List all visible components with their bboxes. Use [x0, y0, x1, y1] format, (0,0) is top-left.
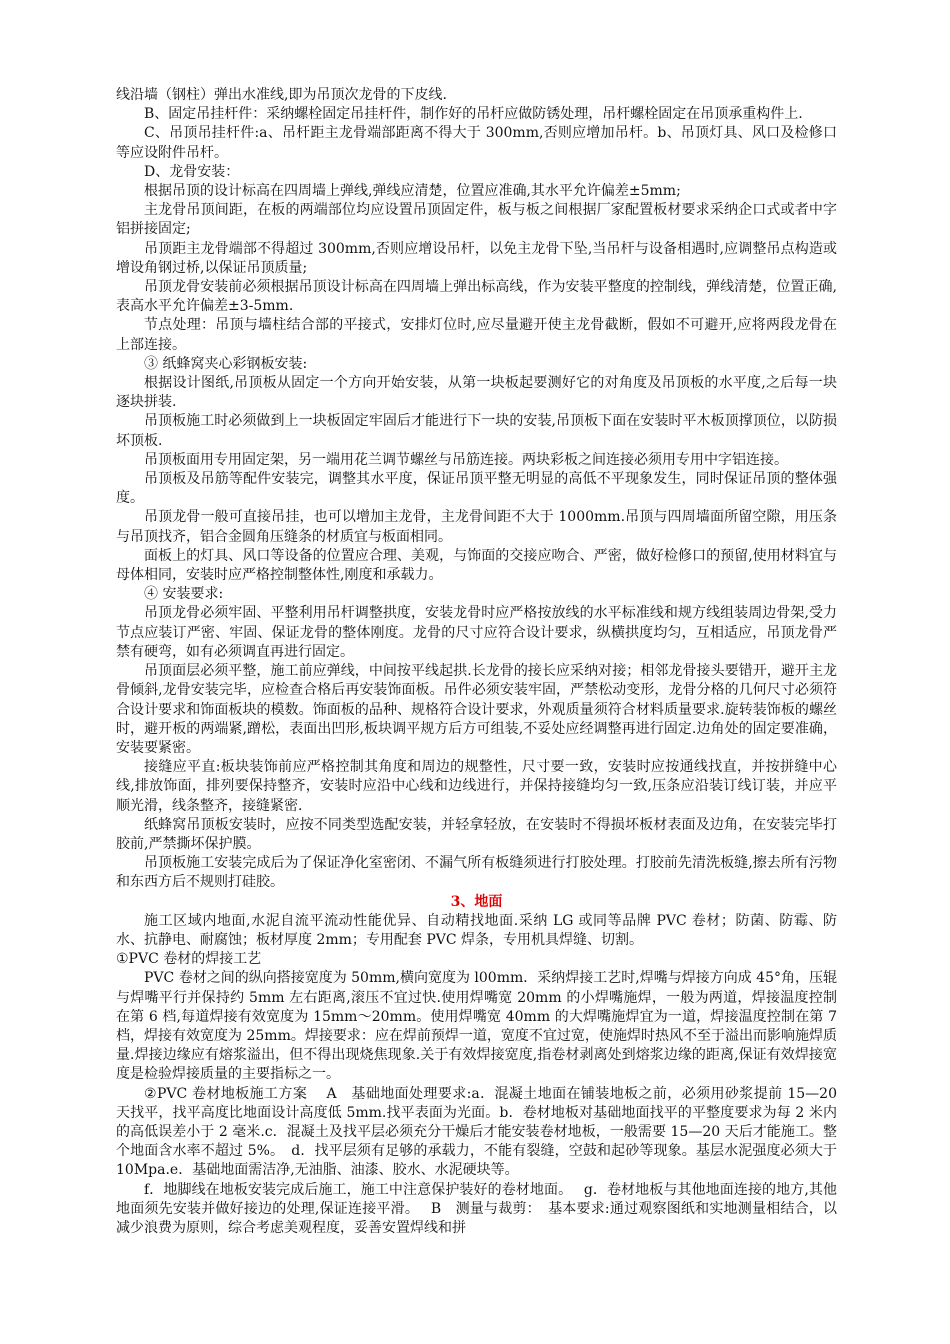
- paragraph-honeycomb-panel-title: ③ 纸蜂窝夹心彩钢板安装:: [144, 355, 308, 372]
- paragraph-sealing: 吊顶板施工安装完成后为了保证净化室密闭、不漏气所有板缝须进行打胶处理。打胶前先清洗板缝,擦去所有污物和东西方后不规则打硅胶。: [116, 855, 837, 891]
- paragraph-surface-flatness: 吊顶面层必须平整，施工前应弹线，中间按平线起拱.长龙骨的接长应采纳对接；相邻龙骨接头要错开，避开主龙骨倾斜,龙骨安装完毕，应检查合格后再安装饰面板。吊件必须安装牢固，严禁松动变形，龙骨分格的几何尺寸必须符合设计要求和饰面板块的模数。饰面板的品种、规格符合设计要求，外观质量须符合材料质量要求.旋转装饰板的螺丝时，避开板的两端紧,蹭松，表面出凹形,板块调平规方后方可组装,不妥处应经调整再进行固定.边角处的固定要准确，安装要紧密。: [116, 663, 837, 756]
- paragraph-hanger-rods: C、吊顶吊挂杆件:a、吊杆距主龙骨端部距离不得大于 300mm,否则应增加吊杆。b、吊顶灯具、风口及检修口等应设附件吊杆。: [116, 125, 837, 161]
- paragraph-floor-intro: 施工区域内地面,水泥自流平流动性能优异、自动精找地面.采纳 LG 或同等品牌 PVC 卷材；防菌、防霉、防水、抗静电、耐腐蚀；板材厚度 2mm；专用配套 PVC 焊条，专用机具焊缝、切割。: [116, 912, 837, 948]
- paragraph-honeycomb-install: 纸蜂窝吊顶板安装时，应按不同类型选配安装，并轻拿轻放，在安装时不得损坏板材表面及边角，在安装完毕打胶前,严禁撕坏保护膜。: [116, 816, 837, 852]
- paragraph-install-requirements-title: ④ 安装要求:: [144, 586, 224, 603]
- paragraph-panel-sequence: 吊顶板施工时必须做到上一块板固定牢固后才能进行下一块的安装,吊顶板下面在安装时平木板顶撑顶位，以防损坏顶板.: [116, 413, 837, 449]
- paragraph-floor-plan: ②PVC 卷材地板施工方案 A 基础地面处理要求:a．混凝土地面在铺装地板之前，必须用砂浆提前 15—20 天找平，找平高度比地面设计高度低 5mm.找平表面为光面。b．卷材地板对基础地面找平的平整度要求为每 2 米内的高低误差小于 2 毫米.c．混凝土及找平层必须充分干燥后才能安装卷材地板，一般需要 15—20 天后才能施工。整个地面含水率不超过 5%。 d．找平层须有足够的承载力，不能有裂缝，空鼓和起砂等现象。基层水泥强度必须大于 10Mpa.e．基础地面需洁净,无油脂、油漆、胶水、水泥硬块等。: [116, 1085, 837, 1179]
- paragraph-keel-before-install: 吊顶龙骨安装前必须根据吊顶设计标高在四周墙上弹出标高线，作为安装平整度的控制线，弹线清楚，位置正确,表高水平允许偏差±3-5mm.: [116, 279, 837, 315]
- paragraph-welding-process: PVC 卷材之间的纵向搭接宽度为 50mm,横向宽度为 l00mm．采纳焊接工艺时,焊嘴与焊接方向成 45°角，压辊与焊嘴平行并保持约 5mm 左右距离,滚压不宜过快.使用焊嘴宽 20mm 的小焊嘴施焊，一般为两道，焊接温度控制在第 6 档,每道焊接有效宽度为 15mm～20mm。使用焊嘴宽 40mm 的大焊嘴施焊宜为一道，焊接温度控制在第 7 档，焊接有效宽度为 25mm。焊接要求：应在焊前预焊一道，宽度不宜过宽，使施焊时热风不至于溢出而影响施焊质量.焊接边缘应有熔浆溢出，但不得出现烧焦现象.关于有效焊接宽度,指卷材剥离处到熔浆边缘的距离,保证有效焊接宽度是检验焊接质量的主要指标之一。: [116, 970, 837, 1083]
- paragraph-welding-title: ①PVC 卷材的焊接工艺: [116, 951, 262, 968]
- paragraph-keel-end-distance: 吊顶距主龙骨端部不得超过 300mm,否则应增设吊杆，以免主龙骨下坠,当吊杆与设备相遇时,应调整吊点构造或增设角钢过桥,以保证吊顶质量;: [116, 240, 837, 276]
- paragraph-fix-hanger: B、固定吊挂杆件：采纳螺栓固定吊挂杆件，制作好的吊杆应做防锈处理，吊杆螺栓固定在吊顶承重构件上.: [144, 106, 803, 123]
- paragraph-skirting-measure: f．地脚线在地板安装完成后施工，施工中注意保护装好的卷材地面。 g．卷材地板与其他地面连接的地方,其他地面须先安装并做好接边的处理,保证连接平滑。 B 测量与裁剪： 基本要求:通过观察图纸和实地测量相结合，以减少浪费为原则，综合考虑美观程度，妥善安置焊线和拼: [116, 1181, 837, 1236]
- paragraph-panel-start: 根据设计图纸,吊顶板从固定一个方向开始安装，从第一块板起要测好它的对角度及吊顶板的水平度,之后每一块逐块拼装.: [116, 375, 837, 411]
- paragraph-keel-install-title: D、龙骨安装：: [144, 163, 240, 180]
- paragraph-keel-firmness: 吊顶龙骨必须牢固、平整利用吊杆调整拱度，安装龙骨时应严格按放线的水平标准线和规方线组装周边骨架,受力节点应装订严密、牢固、保证龙骨的整体刚度。龙骨的尺寸应符合设计要求，纵横拱度均匀，互相适应，吊顶龙骨严禁有硬弯，如有必须调直再进行固定。: [116, 605, 837, 660]
- paragraph-wall-line: 线沿墙（钢柱）弹出水准线,即为吊顶次龙骨的下皮线.: [116, 87, 447, 103]
- paragraph-elevation-line: 根据吊顶的设计标高在四周墙上弹线,弹线应清楚，位置应准确,其水平允许偏差±5mm;: [144, 183, 681, 200]
- section-heading-floor: 3、地面: [450, 893, 503, 910]
- paragraph-joints-straight: 接缝应平直:板块装饰前应严格控制其角度和周边的规整性，尺寸要一致，安装时应按通线找直，并按拼缝中心线,排放饰面，排列要保持整齐，安装时应沿中心线和边线进行，并保持接缝均匀一致,压条应沿装订线订装，并应平顺光滑，线条整齐，接缝紧密.: [116, 759, 837, 814]
- paragraph-panel-fixing: 吊顶板面用专用固定架，另一端用花兰调节螺丝与吊筋连接。两块彩板之间连接必须用专用中字铝连接。: [144, 451, 788, 468]
- paragraph-main-keel-spacing: 主龙骨吊顶间距，在板的两端部位均应设置吊顶固定件，板与板之间根据厂家配置板材要求采纳企口式或者中字铝拼接固定;: [116, 202, 837, 238]
- paragraph-panel-leveling: 吊顶板及吊筋等配件安装完，调整其水平度，保证吊顶平整无明显的高低不平现象发生，同时保证吊顶的整体强度。: [116, 471, 837, 507]
- paragraph-node-treatment: 节点处理：吊顶与墙柱结合部的平接式，安排灯位时,应尽量避开使主龙骨截断，假如不可避开,应将两段龙骨在上部连接。: [116, 317, 837, 353]
- paragraph-fixtures: 面板上的灯具、风口等设备的位置应合理、美观，与饰面的交接应吻合、严密，做好检修口的预留,使用材料宜与母体相同，安装时应严格控制整体性,刚度和承载力。: [116, 547, 837, 584]
- paragraph-keel-hanging: 吊顶龙骨一般可直接吊挂，也可以增加主龙骨，主龙骨间距不大于 1000mm.吊顶与四周墙面所留空隙，用压条与吊顶找齐，铝合金圆角压缝条的材质宜与板面相同。: [116, 509, 837, 545]
